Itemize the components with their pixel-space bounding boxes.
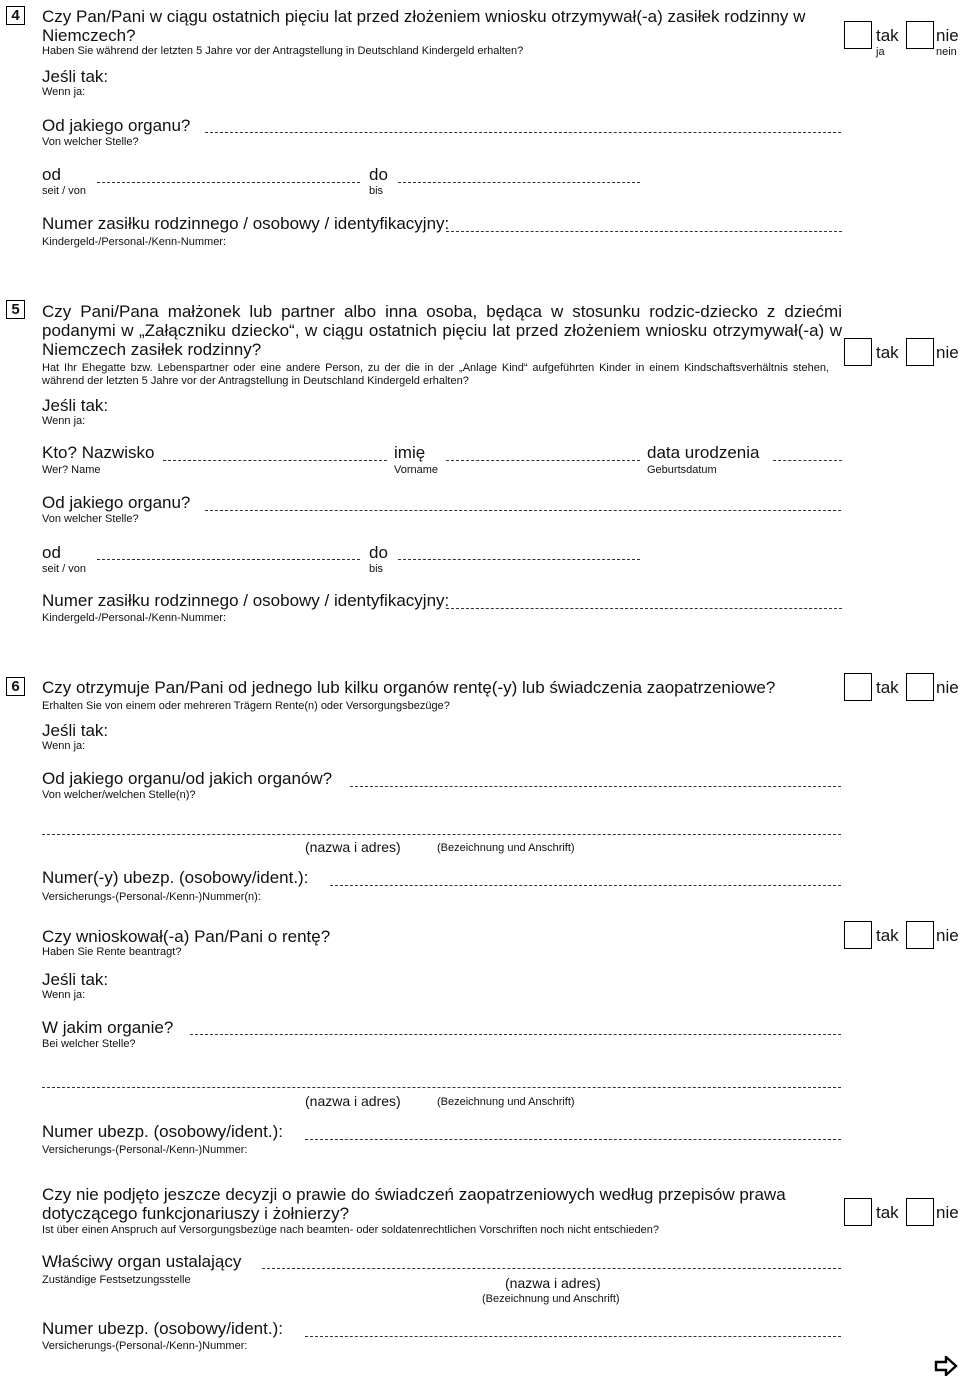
s6-question: Czy otrzymuje Pan/Pani od jednego lub kilku organów rentę(-y) lub świadczenia zaopatrzeniowe? <box>42 678 776 697</box>
s4-no-label-de: nein <box>936 46 957 58</box>
s4-question-de: Haben Sie während der letzten 5 Jahre vor der Antragstellung in Deutschland Kindergeld erhalten? <box>42 45 524 57</box>
s5-from-label: od <box>42 543 61 562</box>
section-number-4: 4 <box>6 6 25 25</box>
s5-firstname-label: imię <box>394 443 426 462</box>
s4-to-label: do <box>369 165 388 184</box>
s6-if-yes-de: Wenn ja: <box>42 740 86 752</box>
s6-decision-no-checkbox[interactable] <box>906 1198 934 1226</box>
s4-from-label: od <box>42 165 61 184</box>
s6-organs-label: Od jakiego organu/od jakich organów? <box>42 769 333 788</box>
s6-which-organ-label: W jakim organie? <box>42 1018 174 1037</box>
s6-decision-question-de: Ist über einen Anspruch auf Versorgungsbezüge nach beamten- oder soldatenrechtlichen Vorschriften noch nicht entschieden? <box>42 1224 660 1236</box>
s6-insurance-numbers-field[interactable] <box>330 885 841 886</box>
s6-decision-question: Czy nie podjęto jeszcze decyzji o prawie do świadczeń zaopatrzeniowych według przepisów prawa dotyczącego funkcjonariuszy i żołnierzy? <box>42 1185 786 1223</box>
s4-if-yes-de: Wenn ja: <box>42 86 86 98</box>
s6-which-organ-field[interactable] <box>190 1034 841 1035</box>
s6-pension-applied-label-de: Haben Sie Rente beantragt? <box>42 946 182 958</box>
s5-to-label-de: bis <box>369 563 384 575</box>
s5-from-field[interactable] <box>97 559 360 560</box>
s6-pension-yes-checkbox[interactable] <box>844 921 872 949</box>
s6-if-yes-2: Jeśli tak: <box>42 970 109 989</box>
s6-name-address-hint-2: (nazwa i adres) <box>305 1093 401 1109</box>
s5-organ-label-de: Von welcher Stelle? <box>42 513 139 525</box>
s5-number-field[interactable] <box>446 608 842 609</box>
s5-question: Czy Pani/Pana małżonek lub partner albo inna osoba, będąca w stosunku rodzic-dziecko z dziećmi podanymi w „Załączniku dziecko“, w ciągu ostatnich pięciu lat przed złożeniem wniosku otrzymywał(-a) w Niemczech zasiłek rodzinny? <box>42 302 842 359</box>
s6-if-yes: Jeśli tak: <box>42 721 109 740</box>
s6-organs-address-field[interactable] <box>42 834 841 835</box>
s6-organs-field[interactable] <box>350 786 841 787</box>
s6-if-yes-2-de: Wenn ja: <box>42 989 86 1001</box>
s4-no-label: nie <box>936 26 959 45</box>
s6-name-address-hint-3-de: (Bezeichnung und Anschrift) <box>482 1293 620 1305</box>
s5-birthdate-label: data urodzenia <box>647 443 760 462</box>
s6-which-organ-address-field[interactable] <box>42 1087 841 1088</box>
s5-birthdate-label-de: Geburtsdatum <box>647 464 717 476</box>
s6-yes-label: tak <box>876 678 899 697</box>
s5-who-label: Kto? Nazwisko <box>42 443 155 462</box>
s6-insurance-number-3-label-de: Versicherungs-(Personal-/Kenn-)Nummer: <box>42 1340 248 1352</box>
s4-yes-label: tak <box>876 26 899 45</box>
s6-decision-yes-checkbox[interactable] <box>844 1198 872 1226</box>
s6-insurance-numbers-label-de: Versicherungs-(Personal-/Kenn-)Nummer(n): <box>42 891 261 903</box>
s6-name-address-hint-3: (nazwa i adres) <box>505 1275 601 1291</box>
s6-pension-yes-label: tak <box>876 926 899 945</box>
s5-to-label: do <box>369 543 388 562</box>
s6-name-address-hint: (nazwa i adres) <box>305 839 401 855</box>
s4-organ-field[interactable] <box>205 132 841 133</box>
s4-to-label-de: bis <box>369 185 384 197</box>
s4-yes-label-de: ja <box>876 46 885 58</box>
s5-firstname-field[interactable] <box>446 460 640 461</box>
s6-pension-no-label: nie <box>936 926 959 945</box>
s5-firstname-label-de: Vorname <box>394 464 439 476</box>
s4-organ-label-de: Von welcher Stelle? <box>42 136 139 148</box>
section-number-6: 6 <box>6 677 25 696</box>
s6-insurance-number-3-field[interactable] <box>305 1336 841 1337</box>
s6-name-address-hint-2-de: (Bezeichnung und Anschrift) <box>437 1096 575 1108</box>
s5-from-label-de: seit / von <box>42 563 87 575</box>
s6-name-address-hint-de: (Bezeichnung und Anschrift) <box>437 842 575 854</box>
s5-question-de: Hat Ihr Ehegatte bzw. Lebenspartner oder eine andere Person, zu der die in der „Anlage Kind“ aufgeführten Kinder in einem Kindschaftsverhältnis stehen, während der letzten 5 Jahre vor der Antragstellung in Deutschland Kindergeld erhalten? <box>42 362 829 387</box>
s5-if-yes-de: Wenn ja: <box>42 415 86 427</box>
s6-decision-yes-label: tak <box>876 1203 899 1222</box>
s6-pension-applied-label: Czy wnioskował(-a) Pan/Pani o rentę? <box>42 927 331 946</box>
s5-number-label-de: Kindergeld-/Personal-/Kenn-Nummer: <box>42 612 227 624</box>
s4-number-field[interactable] <box>446 231 842 232</box>
s4-number-label-de: Kindergeld-/Personal-/Kenn-Nummer: <box>42 236 227 248</box>
s4-to-field[interactable] <box>398 182 640 183</box>
s6-decision-no-label: nie <box>936 1203 959 1222</box>
s6-no-checkbox[interactable] <box>906 673 934 701</box>
s6-competent-organ-label: Właściwy organ ustalający <box>42 1252 242 1271</box>
section-number-5: 5 <box>6 300 25 319</box>
s6-insurance-number-3-label: Numer ubezp. (osobowy/ident.): <box>42 1319 283 1338</box>
s5-surname-field[interactable] <box>163 460 387 461</box>
s5-no-checkbox[interactable] <box>906 338 934 366</box>
s5-organ-field[interactable] <box>205 510 841 511</box>
s5-yes-label: tak <box>876 343 899 362</box>
s6-no-label: nie <box>936 678 959 697</box>
s5-number-label: Numer zasiłku rodzinnego / osobowy / identyfikacyjny: <box>42 591 450 610</box>
s6-question-de: Erhalten Sie von einem oder mehreren Trägern Rente(n) oder Versorgungsbezüge? <box>42 700 450 712</box>
s6-pension-no-checkbox[interactable] <box>906 921 934 949</box>
s4-no-checkbox[interactable] <box>906 21 934 49</box>
s6-competent-organ-field[interactable] <box>262 1268 841 1269</box>
s6-insurance-number-field[interactable] <box>305 1139 841 1140</box>
s4-from-field[interactable] <box>97 182 360 183</box>
s5-birthdate-field[interactable] <box>773 460 842 461</box>
s4-number-label: Numer zasiłku rodzinnego / osobowy / identyfikacyjny: <box>42 214 450 233</box>
s6-insurance-number-label-de: Versicherungs-(Personal-/Kenn-)Nummer: <box>42 1144 248 1156</box>
s6-which-organ-label-de: Bei welcher Stelle? <box>42 1038 136 1050</box>
s5-if-yes: Jeśli tak: <box>42 396 109 415</box>
s4-if-yes: Jeśli tak: <box>42 67 109 86</box>
s5-no-label: nie <box>936 343 959 362</box>
s4-yes-checkbox[interactable] <box>844 21 872 49</box>
s5-who-label-de: Wer? Name <box>42 464 101 476</box>
s4-question: Czy Pan/Pani w ciągu ostatnich pięciu lat przed złożeniem wniosku otrzymywał(-a) zasiłek rodzinny w Niemczech? <box>42 7 806 45</box>
s6-organs-label-de: Von welcher/welchen Stelle(n)? <box>42 789 196 801</box>
s6-insurance-numbers-label: Numer(-y) ubezp. (osobowy/ident.): <box>42 868 309 887</box>
s5-yes-checkbox[interactable] <box>844 338 872 366</box>
s6-competent-organ-label-de: Zuständige Festsetzungsstelle <box>42 1274 191 1286</box>
s5-organ-label: Od jakiego organu? <box>42 493 191 512</box>
s4-organ-label: Od jakiego organu? <box>42 116 191 135</box>
s6-insurance-number-label: Numer ubezp. (osobowy/ident.): <box>42 1122 283 1141</box>
s6-yes-checkbox[interactable] <box>844 673 872 701</box>
s5-to-field[interactable] <box>398 559 640 560</box>
s4-from-label-de: seit / von <box>42 185 87 197</box>
arrow-right-icon[interactable] <box>934 1356 958 1376</box>
